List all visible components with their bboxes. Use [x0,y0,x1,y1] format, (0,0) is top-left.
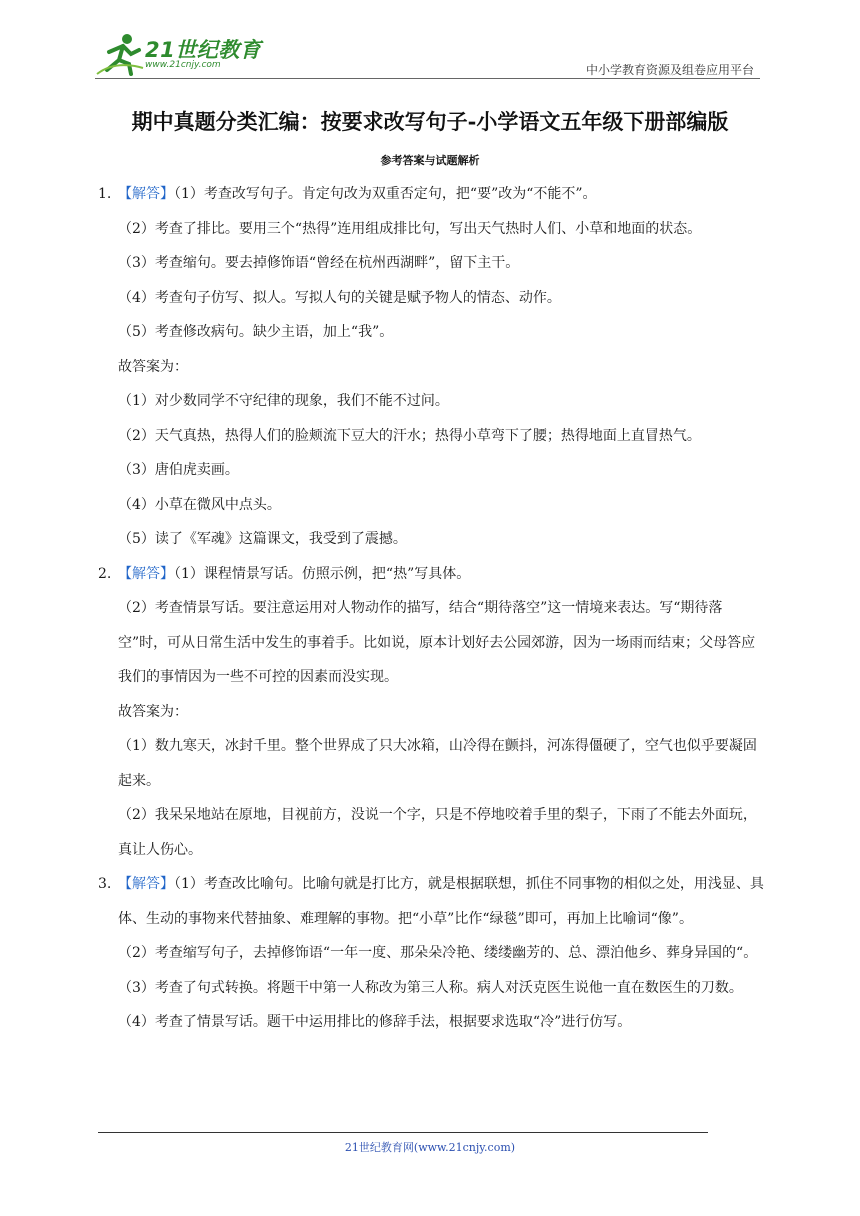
answer-paragraph: （4）小草在微风中点头。 [118,496,281,513]
runner-logo-icon [95,30,145,76]
header-divider [95,78,760,79]
page-title: 期中真题分类汇编：按要求改写句子-小学语文五年级下册部编版 [131,109,729,134]
question-2 [98,557,764,868]
logo-url: www.21cnjy.com [145,60,221,70]
question-number: 1. [98,186,112,202]
answer-paragraph [98,177,764,212]
answer-paragraph: （2）考查了排比。要用三个“热得”连用组成排比句，写出天气热时人们、小草和地面的状态。 [118,220,702,237]
answer-tag: 【解答】 [118,186,174,202]
answer-paragraph: （3）考查缩句。要去掉修饰语“曾经在杭州西湖畔”，留下主干。 [118,255,520,271]
answer-paragraph: （2）我呆呆地站在原地，目视前方，没说一个字，只是不停地咬着手里的梨子，下雨了不能去外面玩，真让人伤心。 [118,807,757,858]
answer-paragraph: （2）天气真热，热得人们的脸颊流下豆大的汗水；热得小草弯下了腰；热得地面上直冒热气。 [118,427,701,444]
question-1 [98,177,764,557]
answer-paragraph: 故答案为： [118,703,188,720]
answer-paragraph [98,867,764,936]
page-header [95,30,760,80]
answer-tag: 【解答】 [118,876,174,892]
answer-paragraph: （5）读了《军魂》这篇课文，我受到了震撼。 [118,531,407,547]
question-number: 3. [98,876,112,892]
question-3 [98,867,764,1040]
answer-paragraph: （5）考查修改病句。缺少主语，加上“我”。 [118,324,394,340]
answer-paragraph: （3）唐伯虎卖画。 [118,462,239,478]
answer-text: （1）课程情景写话。仿照示例，把“热”写具体。 [174,565,471,582]
answer-paragraph: （1）对少数同学不守纪律的现象，我们不能不过问。 [118,393,449,409]
answer-paragraph: （3）考查了句式转换。将题干中第一人称改为第三人称。病人对沃克医生说他一直在数医生的刀数。 [118,979,743,996]
answer-paragraph: （4）考查了情景写话。题干中运用排比的修辞手法，根据要求选取“冷”进行仿写。 [118,1014,632,1030]
answer-tag: 【解答】 [118,565,174,582]
answer-paragraph: （4）考查句子仿写、拟人。写拟人句的关键是赋予物人的情态、动作。 [118,289,561,306]
answer-paragraph: 故答案为： [118,358,188,375]
answer-text: （1）考查改比喻句。比喻句就是打比方，就是根据联想，抓住不同事物的相似之处，用浅显、具体、生动的事物来代替抽象、难理解的事物。把“小草”比作“绿毯”即可，再加上比喻词“像”。 [118,876,764,927]
answer-paragraph: （1）数九寒天，冰封千里。整个世界成了只大冰箱，山冷得在颤抖，河冻得僵硬了，空气也似乎要凝固起来。 [118,738,757,789]
question-number: 2. [98,565,112,582]
answer-paragraph: （2）考查情景写话。要注意运用对人物动作的描写，结合“期待落空”这一情境来表达。写“期待落空”时，可从日常生活中发生的事着手。比如说，原本计划好去公园郊游，因为一场雨而结束；父母答应我们的事情因为一些不可控的因素而没实现。 [118,600,756,685]
answer-content [98,177,764,1040]
logo-text: 21世纪教育 [145,38,262,62]
header-platform-text: 中小学教育资源及组卷应用平台 [585,63,754,77]
answer-paragraph: （2）考查缩写句子，去掉修饰语“一年一度、那朵朵冷艳、缕缕幽芳的、总、漂泊他乡、葬身异国的“。 [118,945,758,961]
footer-divider [98,1132,708,1133]
answer-paragraph [98,557,764,592]
page-footer: 21世纪教育网(www.21cnjy.com) [344,1141,516,1154]
answer-text: （1）考查改写句子。肯定句改为双重否定句，把“要”改为“不能不”。 [174,186,597,202]
logo [95,30,265,76]
page-subtitle: 参考答案与试题解析 [380,154,480,167]
